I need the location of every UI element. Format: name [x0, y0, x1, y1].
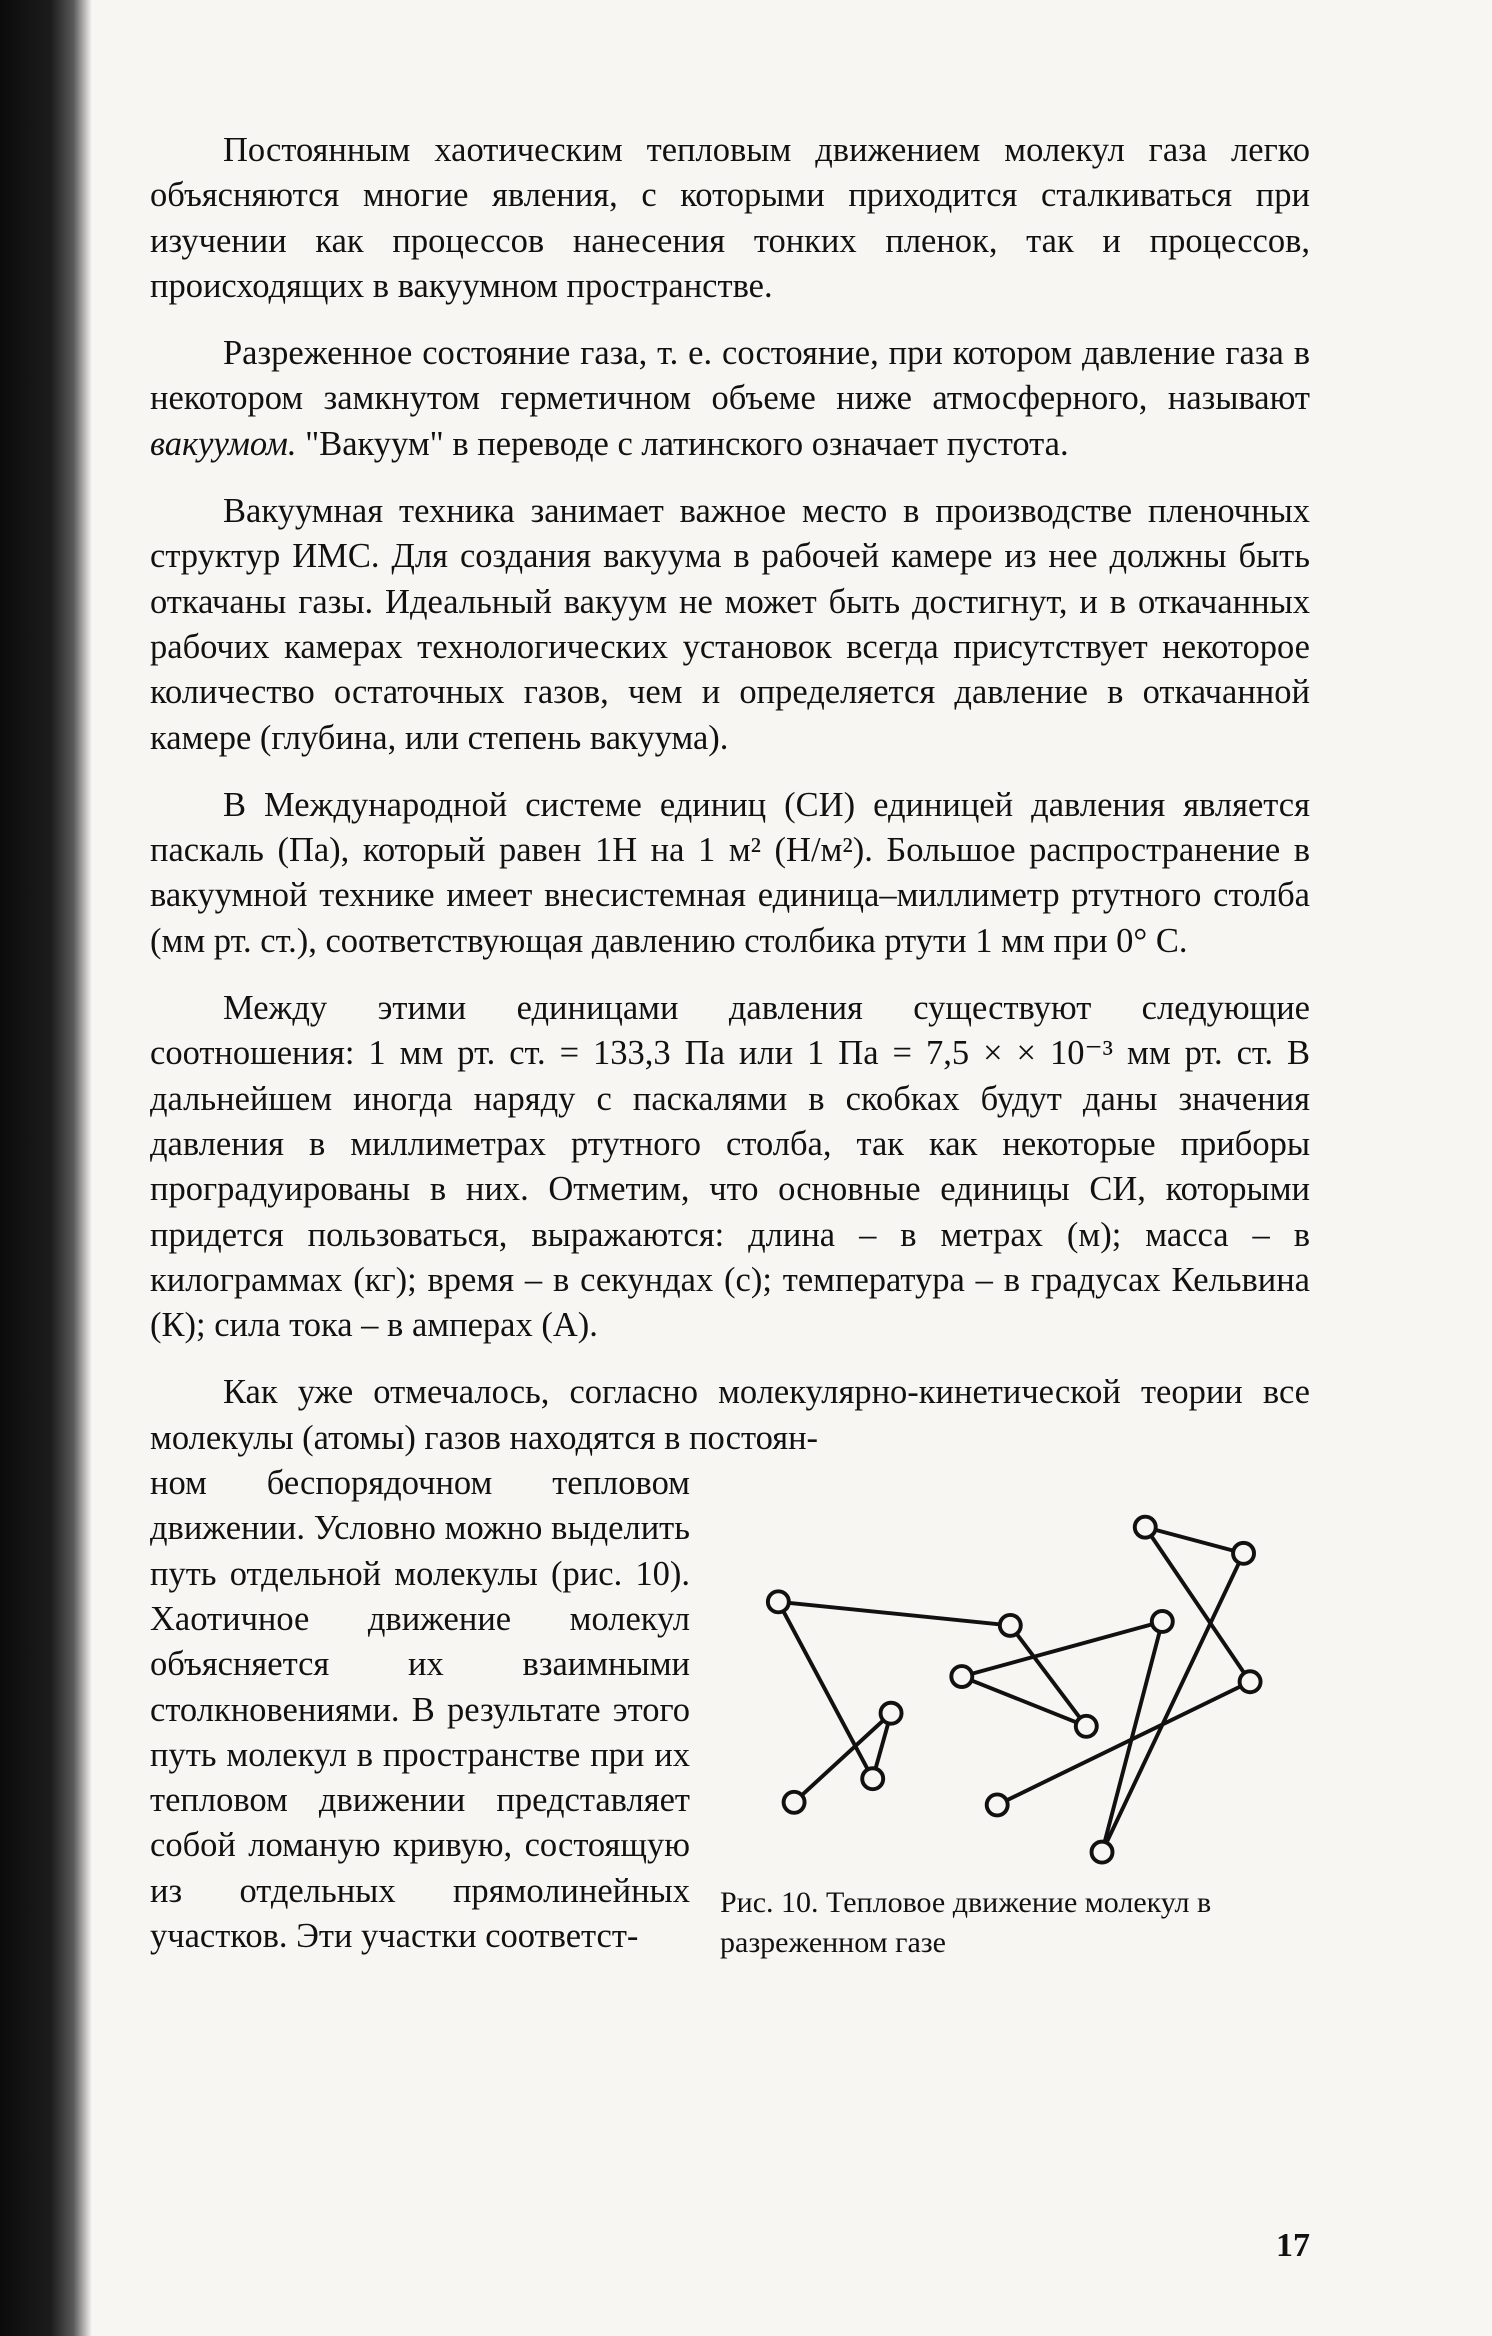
paragraph-unit-relations: Между этими единицами давления существуют следующие соотношения: 1 мм рт. ст. = 133,3 Па или 1 Па = 7,5 × × 10⁻³ мм рт. ст. В дальнейшем иногда наряду с паскалями в скобках будут даны значения давления в миллиметрах ртутного столба, так как некоторые приборы проградуированы в них. Отметим, что основные единицы СИ, которыми придется пользоваться, выражаются: длина – в метрах (м); масса – в килограммах (кг); время – в секундах (с); температура – в градусах Кельвина (К); сила тока – в амперах (А).: [150, 989, 1310, 1345]
book-binding-shadow: [0, 0, 92, 2336]
paragraph-si-units: В Международной системе единиц (СИ) единицей давления является паскаль (Па), который равен 1Н на 1 м² (Н/м²). Большое распространение в вакуумной технике имеет внесистемная единица–миллиметр ртутного столба (мм рт. ст.), соответствующая давлению столбика ртути 1 мм при 0° С.: [150, 785, 1310, 960]
paragraph-wrapped-text: ном беспорядочном тепловом движении. Условно можно выделить путь отдельной молекулы (рис. 10). Хаотичное движение молекул объясняется их взаимными столкновениями. В результате этого путь молекул в пространстве при их тепловом движении представляет собой ломаную кривую, состоящую из отдельных прямолинейных участков. Эти участки соответст-: [150, 1464, 690, 1955]
figure-10: [720, 1497, 1315, 1963]
collision-point: [784, 1792, 805, 1813]
paragraph-vacuum-definition: Разреженное состояние газа, т. е. состояние, при котором давление газа в некотором замкнутом герметичном объеме ниже атмосферного, называют вакуумом. "Вакуум" в переводе с латинского означает пустота.: [150, 334, 1310, 463]
collision-point: [881, 1703, 902, 1724]
collision-point: [768, 1591, 789, 1612]
molecule-path-diagram: [720, 1497, 1315, 1877]
path-segment: [1102, 1553, 1244, 1852]
path-segment: [778, 1602, 1010, 1626]
collision-point: [1092, 1842, 1113, 1863]
collision-point: [862, 1768, 883, 1789]
paragraph-vacuum-technique: Вакуумная техника занимает важное место в производстве пленочных структур ИМС. Для создания вакуума в рабочей камере из нее должны быть откачаны газы. Идеальный вакуум не может быть достигнут, и в откачанных рабочих камерах технологических установок всегда присутствует некоторое количество остаточных газов, чем и определяется давление в откачанной камере (глубина, или степень вакуума).: [150, 492, 1310, 757]
wrapped-section: [150, 1461, 1310, 2151]
page-number: 17: [1276, 2227, 1310, 2264]
paragraph-thermal-motion: Постоянным хаотическим тепловым движением молекул газа легко объясняются многие явления, с которыми приходится сталкиваться при изучении как процессов нанесения тонких пленок, так и процессов, происходящих в вакуумном пространстве.: [150, 131, 1310, 305]
path-segment: [962, 1621, 1162, 1676]
collision-point: [1233, 1543, 1254, 1564]
term-vacuum: вакуумом.: [150, 424, 297, 463]
paragraph-kinetic-theory: Как уже отмечалось, согласно молекулярно-кинетической теории все молекулы (атомы) газов находятся в постоян-: [150, 1373, 1310, 1457]
path-segment: [1102, 1621, 1162, 1852]
collision-point: [951, 1666, 972, 1687]
path-segment: [997, 1682, 1250, 1805]
page-body: [150, 128, 1310, 2151]
collision-point: [1076, 1716, 1097, 1737]
collision-point: [987, 1794, 1008, 1815]
collision-point: [1152, 1611, 1173, 1632]
path-segment: [778, 1602, 872, 1779]
figure-caption: Рис. 10. Тепловое движение молекул в разреженном газе: [720, 1886, 1212, 1960]
collision-point: [1240, 1671, 1261, 1692]
collision-point: [1135, 1517, 1156, 1538]
collision-point: [1000, 1615, 1021, 1636]
